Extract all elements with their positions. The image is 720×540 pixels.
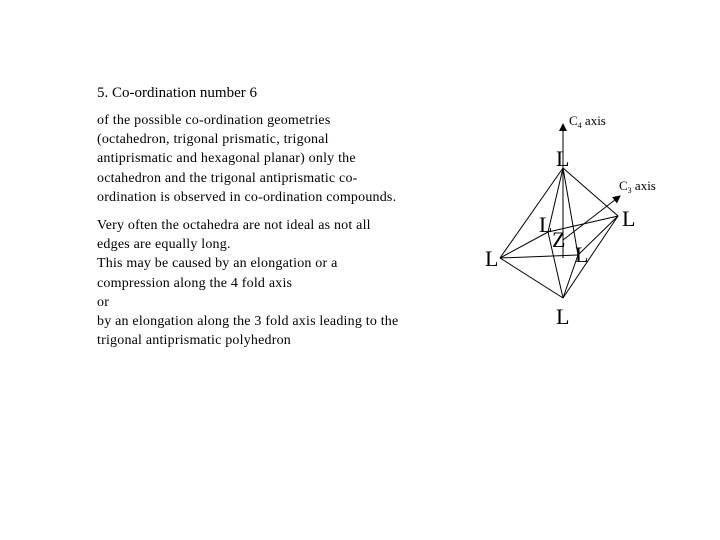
c3-axis-suffix: axis <box>631 178 656 193</box>
paragraph-line: edges are equally long. <box>97 237 231 253</box>
paragraph-line: (octahedron, trigonal prismatic, trigonal <box>97 132 329 148</box>
ligand-top: L <box>556 146 570 171</box>
ligand-front: L <box>575 242 589 267</box>
paragraph-line: by an elongation along the 3 fold axis leading to the <box>97 314 399 330</box>
c4-axis-label <box>569 113 606 130</box>
edge-bottom-left <box>500 258 563 298</box>
paragraph-line: antiprismatic and hexagonal planar) only the <box>97 151 356 167</box>
center-atom: Z <box>552 227 566 252</box>
edge-top-right <box>563 168 618 216</box>
c3-axis-label <box>619 178 656 195</box>
paragraph-line: of the possible co-ordination geometries <box>97 113 331 128</box>
paragraph-line: compression along the 4 fold axis <box>97 275 293 291</box>
paragraph-line: ordination is observed in co-ordination compounds. <box>97 189 397 205</box>
paragraph-line: or <box>97 294 110 310</box>
ligand-bottom: L <box>556 304 570 329</box>
paragraph-line: octahedron and the trigonal antiprismatic co- <box>97 170 358 186</box>
ligand-right: L <box>622 206 636 231</box>
c4-axis-symbol: C <box>569 113 578 128</box>
paragraph-line: Very often the octahedra are not ideal as not all <box>97 218 371 233</box>
c3-axis-symbol: C <box>619 178 628 193</box>
ligand-back: L <box>539 212 553 237</box>
edge-left-front <box>500 255 578 258</box>
c3-axis-subscript: 3 <box>627 186 632 195</box>
c4-axis-suffix: axis <box>581 113 606 128</box>
edge-bottom-right <box>563 216 618 298</box>
c4-axis-subscript: 4 <box>577 121 582 130</box>
paragraph-line: trigonal antiprismatic polyhedron <box>97 333 292 349</box>
ligand-left: L <box>485 246 499 271</box>
slide-heading: 5. Co-ordination number 6 <box>97 85 257 101</box>
paragraph-line: This may be caused by an elongation or a <box>97 256 338 272</box>
